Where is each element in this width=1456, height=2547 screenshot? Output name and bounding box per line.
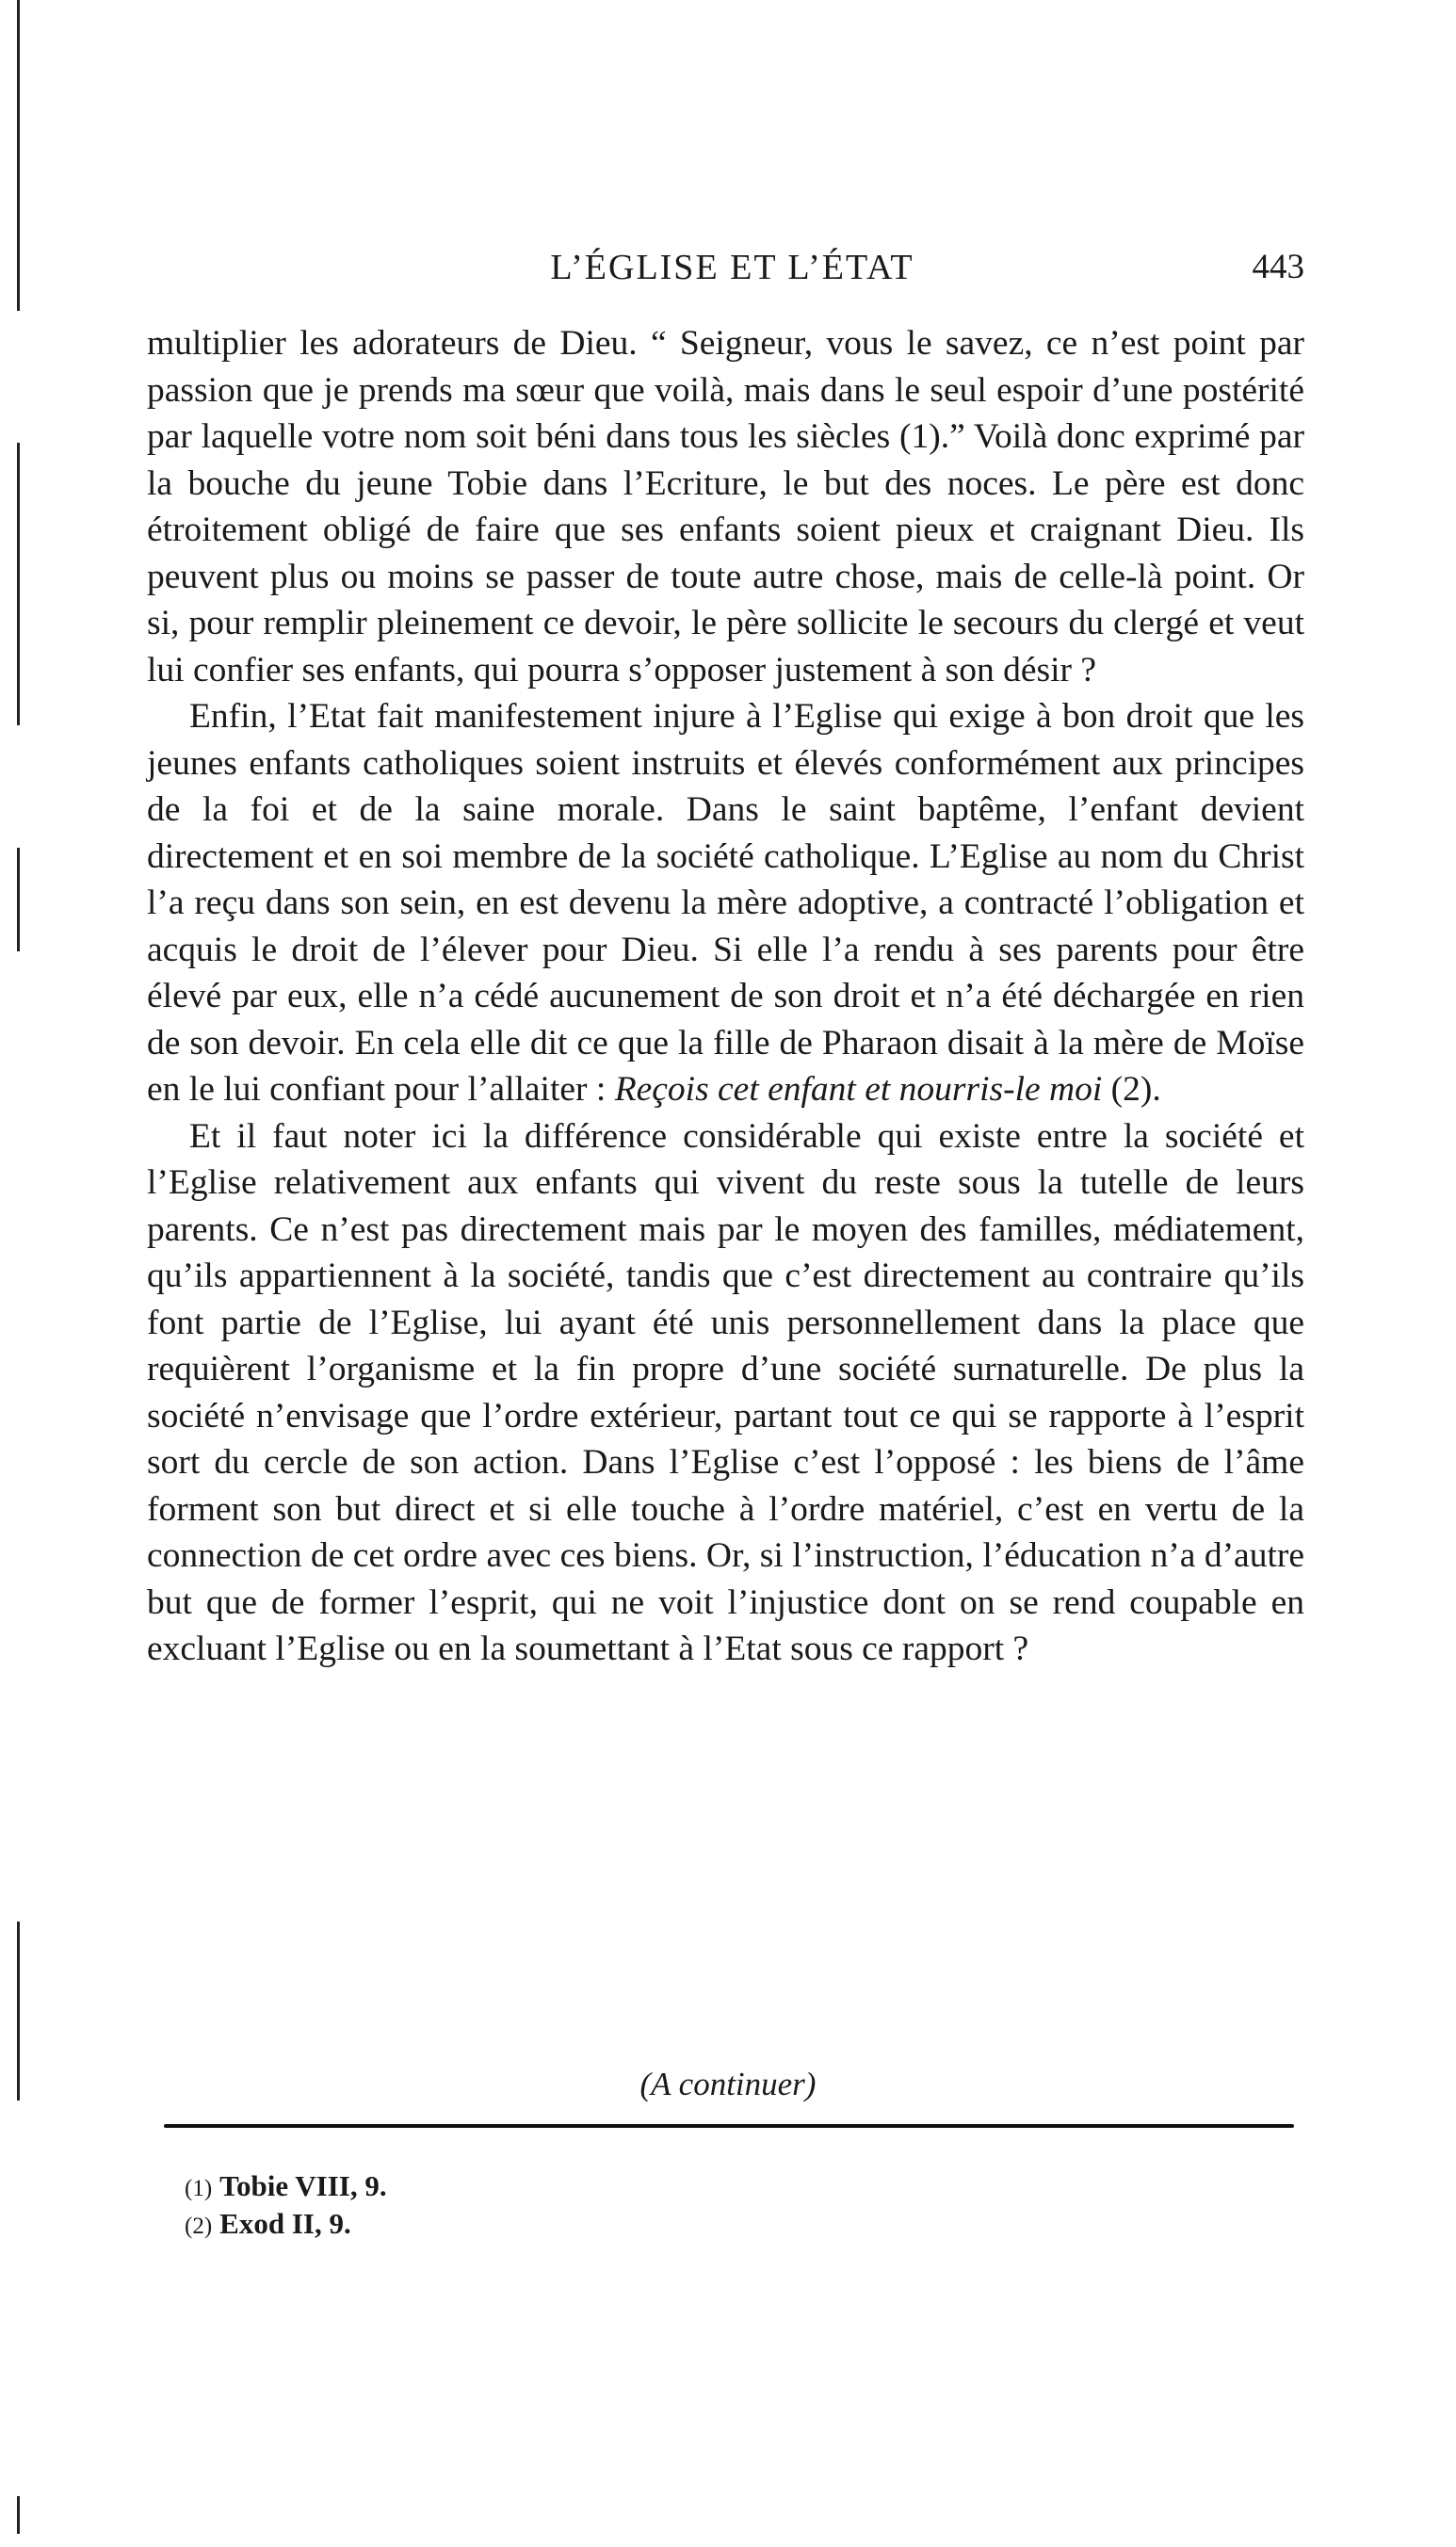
footnote-rule: [164, 2124, 1294, 2128]
footnote-text: Tobie VIII, 9.: [219, 2169, 387, 2202]
paragraph: [147, 693, 1304, 1113]
paragraph: Et il faut noter ici la différence considérable qui existe entre la société et l’Eglise relativement aux enfants qui vivent du reste sous la tutelle de leurs parents. Ce n’est pas directement mais par le moyen des familles, médiatement, qu’ils appartiennent à la société, tandis que c’est directement au contraire qu’ils font partie de l’Eglise, lui ayant été unis personnellement dans la place que requièrent l’organisme et la fin propre d’une société surnaturelle. De plus la société n’envisage que l’ordre extérieur, partant tout ce qui se rapporte à l’esprit sort du cercle de son action. Dans l’Eglise c’est l’opposé : les biens de l’âme forment son but direct et si elle touche à l’ordre matériel, c’est en vertu de la connection de cet ordre avec ces biens. Or, si l’instruction, l’éducation n’a d’autre but que de former l’esprit, qui ne voit l’injustice dont on se rend coupable en excluant l’Eglise ou en la soumettant à l’Etat sous ce rapport ?: [147, 1116, 1304, 1668]
quote-reference: (2).: [1102, 1070, 1161, 1109]
footnote: [185, 2168, 387, 2206]
page-header: [160, 247, 1304, 303]
binding-edge: [17, 0, 20, 2547]
footnotes: [185, 2168, 387, 2244]
binding-edge-segment: [17, 443, 20, 725]
binding-edge-segment: [17, 848, 20, 951]
footnote-mark: (1): [185, 2176, 213, 2201]
binding-edge-segment: [17, 2496, 20, 2534]
quote-italic: Reçois cet enfant et nourris-le moi: [614, 1070, 1103, 1109]
page-number: 443: [1252, 248, 1304, 286]
paragraph-text: Enfin, l’Etat fait manifestement injure à l’Eglise qui exige à bon droit que les jeunes enfants catholiques soient instruits et élevés conformément aux principes de la foi et de la saine morale. Dans le saint baptême, l’enfant devient directement et en soi membre de la société catholique. L’Eglise au nom du Christ l’a reçu dans son sein, en est devenu la mère adoptive, a contracté l’obligation et acquis le droit de l’élever pour Dieu. Si elle l’a rendu à ses parents pour être élevé par eux, elle n’a cédé aucunement de son droit et n’a été déchargée en rien de son devoir. En cela elle dit ce que la fille de Pharaon disait à la mère de Moïse en le lui confiant pour l’allaiter :: [147, 697, 1304, 1109]
continuation-note: (A continuer): [639, 2066, 817, 2102]
footnote: [185, 2206, 387, 2244]
footnote-text: Exod II, 9.: [219, 2207, 351, 2240]
footnote-mark: (2): [185, 2214, 213, 2239]
paragraph: multiplier les adorateurs de Dieu. “ Seigneur, vous le savez, ce n’est point par passion que je prends ma sœur que voilà, mais dans le seul espoir d’une postérité par laquelle votre nom soit béni dans tous les siècles (1).” Voilà donc exprimé par la bouche du jeune Tobie dans l’Ecriture, le but des noces. Le père est donc étroitement obligé de faire que ses enfants soient pieux et craignant Dieu. Ils peuvent plus ou moins se passer de toute autre chose, mais de celle-là point. Or si, pour remplir pleinement ce devoir, le père sollicite le secours du clergé et veut lui confier ses enfants, qui pourra s’opposer justement à son désir ?: [147, 324, 1304, 689]
body-text: [147, 320, 1304, 1673]
binding-edge-segment: [17, 0, 20, 311]
running-title: L’ÉGLISE ET L’ÉTAT: [550, 248, 914, 287]
